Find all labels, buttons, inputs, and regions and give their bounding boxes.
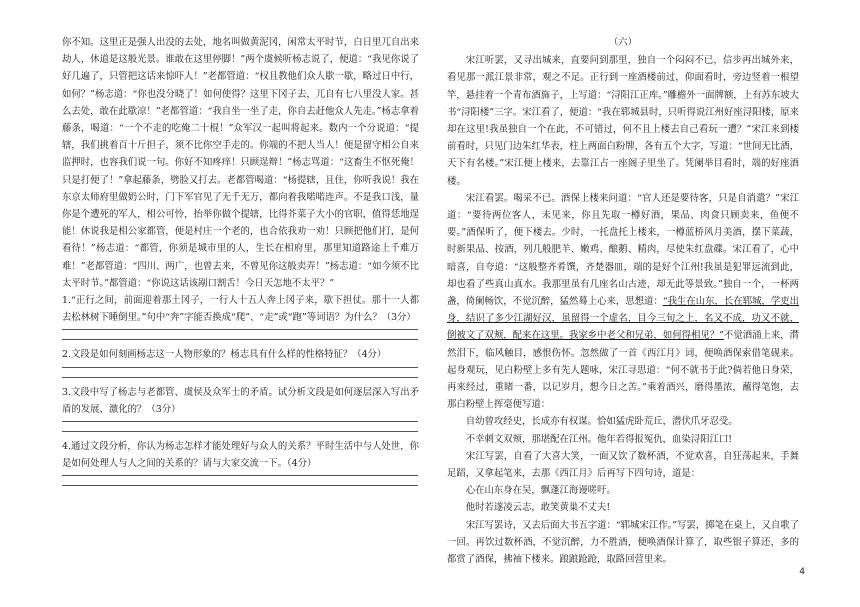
question-2: 2.文段是如何刻画杨志这一人物形象的？杨志具有什么样的性格特征？（4分）: [62, 349, 387, 361]
question-4: 4.通过文段分析，你认为杨志怎样才能处理好与众人的关系？平时生活中与人处世，你是如何处理人与人之间的关系的？请与大家交流一下。（4分）: [62, 441, 419, 470]
right-column: [447, 34, 799, 568]
answer-line[interactable]: [62, 367, 418, 368]
question-1: 1.“正行之间，前面迎着那土冈子，一行人十五人奔上冈子来，歇下担仗。那十一人都去松林树下睡倒里。”句中“奔”字能否换成“爬”、“走”或“跑”等词语？为什么？（3分）: [62, 295, 419, 324]
paragraph-2-text-cont: 不觉酒涌上来，潸然泪下，临风触目，感恨伤怀。忽然做了一首《西江月》词，便唤酒保索借笔砚来。起身观玩，见白粉壁上多有先人题咏，宋江寻思道：“何不就书于此?倘若他日身荣，再来经过，重睹一番，以记岁月，想今日之苦。”乘着酒兴，磨得墨浓，蘸得笔饱，去那白粉壁上挥毫便写道：: [447, 330, 799, 411]
answer-line[interactable]: [62, 377, 418, 378]
answer-line[interactable]: [62, 485, 418, 486]
passage-text: 你不知。这里正是强人出没的去处，地名叫做黄泥冈，闲常太平时节，白日里兀自出来劫人，休道是这般光景。谁敢在这里停脚！”两个虞候听杨志说了，便道：“我见你说了好几遍了，只管把这话来惊吓人！”老都管道：“权且教他们众人歇一歇，略过日中行，如何？”杨志道：“你也没分晓了！如何使得？这里下冈子去，兀自有七八里没人家。甚么去处，敢在此歇凉！”老都管道：“我自坐一坐了走，你自去赶他众人先走。”杨志拿着藤条，喝道：“一个不走的吃俺二十棍！”众军汉一起叫将起来。数内一个分说道：“提辖，我们挑着百十斤担子，须不比你空手走的。你端的不把人当人！便是留守相公自来监押时，也容我们说一句。你好不知疼痒！只顾逞辩！”杨志骂道：“这畜生不怄死俺！只是打便了！”拿起藤条，劈脸又打去。老都管喝道：“杨提辖，且住，你听我说！我在东京太师府里做奶公时，门下军官见了无千无万，都向着我喏喏连声。不是我口浅，量你是个遭死的军人，相公可怜，抬举你做个提辖，比得芥菜子大小的官职，值得恁地逞能！休说我是相公家都管，便是村庄一个老的，也合依我劝一劝！只顾把他们打，是何看待！”杨志道：“都管，你须是城市里的人，生长在相府里，那里知道路途上千难万难！”老都管道：“四川、两广，也曾去来，不曾见你这般卖弄！”杨志道：“如今须不比太平时节。”都管道：“你说这话该剐口割舌！今日天怎地不太平？”: [62, 37, 419, 289]
underlined-passage: “我生在山东，长在郓城，学吏出身，结识了多少江湖好汉，虽留得一个虚名，目今三旬之上，名又不成，功又不就，倒被文了双颊，配来在这里。我家乡中老父和兄弟，如何得相见？”: [447, 296, 799, 342]
paragraph-3: 宋江写罢，自看了大喜大笑，一面又饮了数杯酒，不觉欢喜，自狂荡起来，手舞足蹈，又拿起笔来，去那《西江月》后再写下四句诗，道是：: [447, 450, 799, 480]
poem-line: 不幸刺文双颊，那堪配在江州。他年若得报冤仇，血染浔阳江口!: [465, 433, 733, 445]
answer-line[interactable]: [62, 339, 418, 340]
poem-line: 他时若遂凌云志，敢笑黄巢不丈夫!: [465, 502, 611, 514]
answer-line[interactable]: [62, 329, 418, 330]
answer-line[interactable]: [62, 431, 418, 432]
section-title: （六）: [608, 37, 638, 48]
paragraph-2: [447, 190, 799, 414]
paragraph-2-text: 宋江看罢。喝采不已。酒保上楼来问道：“官人还是要待客，只是自消遣？”宋江道：“要待两位客人，未见来，你且先取一樽好酒，果品、肉食只顾卖来，鱼便不要。”酒保听了，便下楼去。少时，一托盘托上楼来，一樽蓝桥风月美酒，摆下菜蔬，时新果品、按酒，列几般肥羊、嫩鸡、酿鹅、精肉，尽使朱红盘碟。宋江看了，心中暗喜，自夸道：“这般整齐肴馔，齐楚器皿，端的是好个江州!我虽是犯罪远流到此，却也看了些真山真水。我那里虽有几座名山古迹，却无此等景致。”独自一个，一杯两盏，倚阑畅饮，不觉沉醉，猛然蓦上心来，思想道：: [447, 192, 799, 308]
question-3: 3.文段中写了杨志与老都管、虞侯及众军士的矛盾。试分析文段是如何逐层深入写出矛盾的发展、激化的？（3分）: [62, 386, 419, 415]
page-number: 4: [799, 567, 805, 577]
left-column: [62, 34, 419, 492]
poem-line: 心在山东身在吴，飘蓬江海谩嗟吁。: [465, 485, 616, 497]
answer-line[interactable]: [62, 475, 418, 476]
poem-line: 自幼曾攻经史，长成亦有权谋。恰如猛虎卧荒丘，潜伏爪牙忍受。: [465, 416, 738, 428]
paragraph-1: 宋江听罢，又寻出城来，直要问到那里，独自一个闷闷不已，信步再出城外来，看见那一派江景非常，观之不足。正行到一座酒楼前过，仰面看时，旁边竖着一根望竿，悬挂着一个青布酒旆子，上写道：“浔阳江正库。”雕檐外一面牌额，上有苏东坡大书“浔阳楼”三字。宋江看了，便道：“我在郓城县时，只听得说江州好座浔阳楼，原来却在这里!我虽独自一个在此，不可错过，何不且上楼去自己看玩一遭？”宋江来到楼前看时，只见门边朱红华表，柱上两面白粉牌，各有五个大字，写道：“世间无比酒，天下有名楼。”宋江便上楼来，去靠江占一座阁子里坐了。凭阑举目看时，端的好座酒楼。: [447, 55, 799, 187]
answer-line[interactable]: [62, 421, 418, 422]
paragraph-4: 宋江写罢诗，又去后面大书五字道：“郓城宋江作。”写罢，掷笔在桌上，又自歌了一回。再饮过数杯酒，不觉沉醉，力不胜酒，便唤酒保计算了，取些银子算还，多的都赏了酒保，拂袖下楼来。踉踉跄跄，取路回营里来。: [447, 519, 799, 566]
